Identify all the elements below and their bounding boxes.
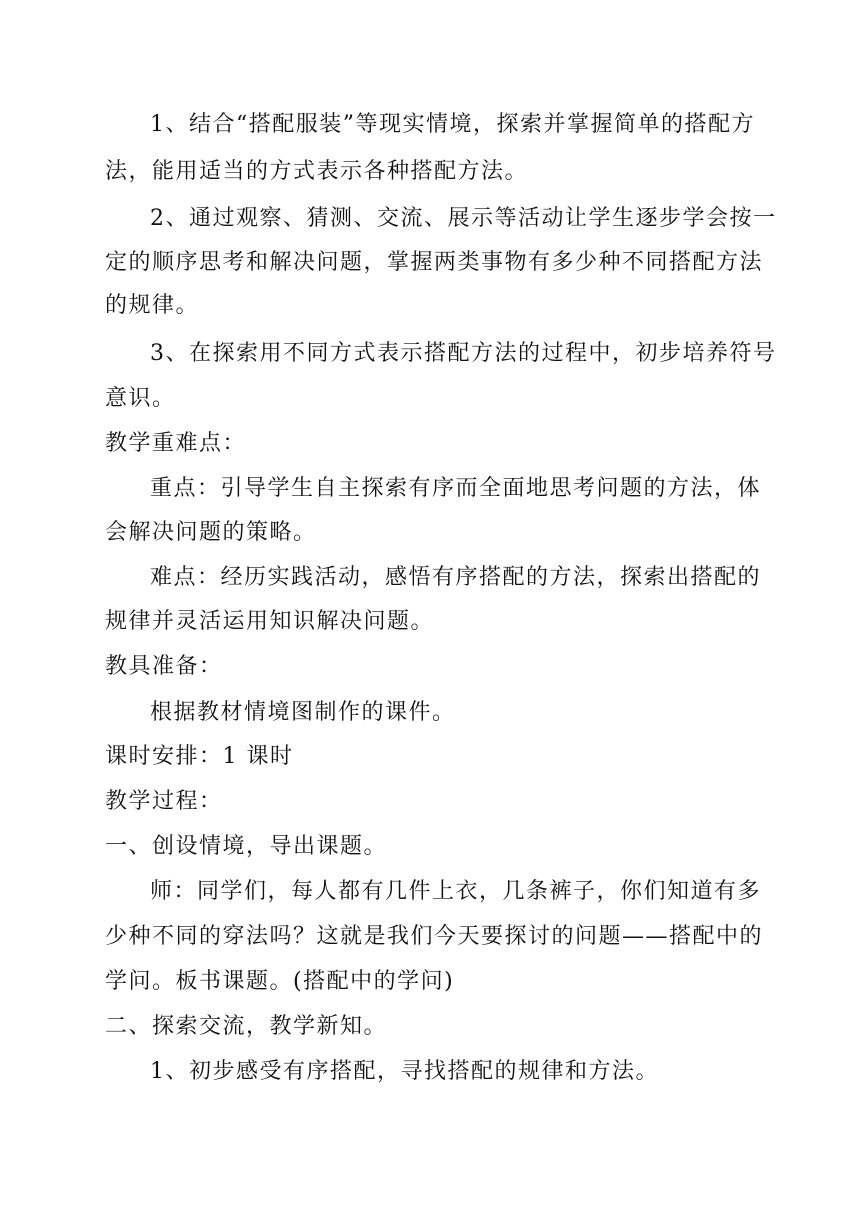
difficulty-line-1: 难点：经历实践活动，感悟有序搭配的方法，探索出搭配的 [150, 565, 762, 590]
objective-1-line-2: 法，能用适当的方式表示各种搭配方法。 [105, 159, 529, 184]
objective-2-line-3: 的规律。 [105, 293, 200, 318]
materials-heading: 教具准备： [105, 654, 223, 679]
section-2-title: 二、探索交流，教学新知。 [105, 1014, 388, 1039]
key-points-heading: 教学重难点： [105, 431, 247, 456]
focus-line-1: 重点：引导学生自主探索有序而全面地思考问题的方法，体 [150, 476, 762, 501]
objective-2-line-1: 2、通过观察、猜测、交流、展示等活动让学生逐步学会按一 [150, 206, 777, 231]
process-heading: 教学过程： [105, 789, 223, 814]
section-2-line-1: 1、初步感受有序搭配，寻找搭配的规律和方法。 [150, 1059, 659, 1084]
materials-text: 根据教材情境图制作的课件。 [150, 700, 456, 725]
section-1-line-2: 少种不同的穿法吗？这就是我们今天要探讨的问题——搭配中的 [105, 924, 764, 949]
objective-1-line-1: 1、结合“搭配服装”等现实情境，探索并掌握简单的搭配方 [150, 112, 755, 137]
schedule: 课时安排：1 课时 [105, 744, 294, 769]
section-1-title: 一、创设情境，导出课题。 [105, 834, 388, 859]
section-1-line-1: 师：同学们，每人都有几件上衣，几条裤子，你们知道有多 [150, 879, 762, 904]
objective-3-line-2: 意识。 [105, 386, 176, 411]
difficulty-line-2: 规律并灵活运用知识解决问题。 [105, 609, 435, 634]
objective-3-line-1: 3、在探索用不同方式表示搭配方法的过程中，初步培养符号 [150, 341, 777, 366]
objective-2-line-2: 定的顺序思考和解决问题，掌握两类事物有多少种不同搭配方法 [105, 250, 764, 275]
focus-line-2: 会解决问题的策略。 [105, 520, 317, 545]
section-1-line-3: 学问。板书课题。(搭配中的学问) [105, 969, 455, 994]
